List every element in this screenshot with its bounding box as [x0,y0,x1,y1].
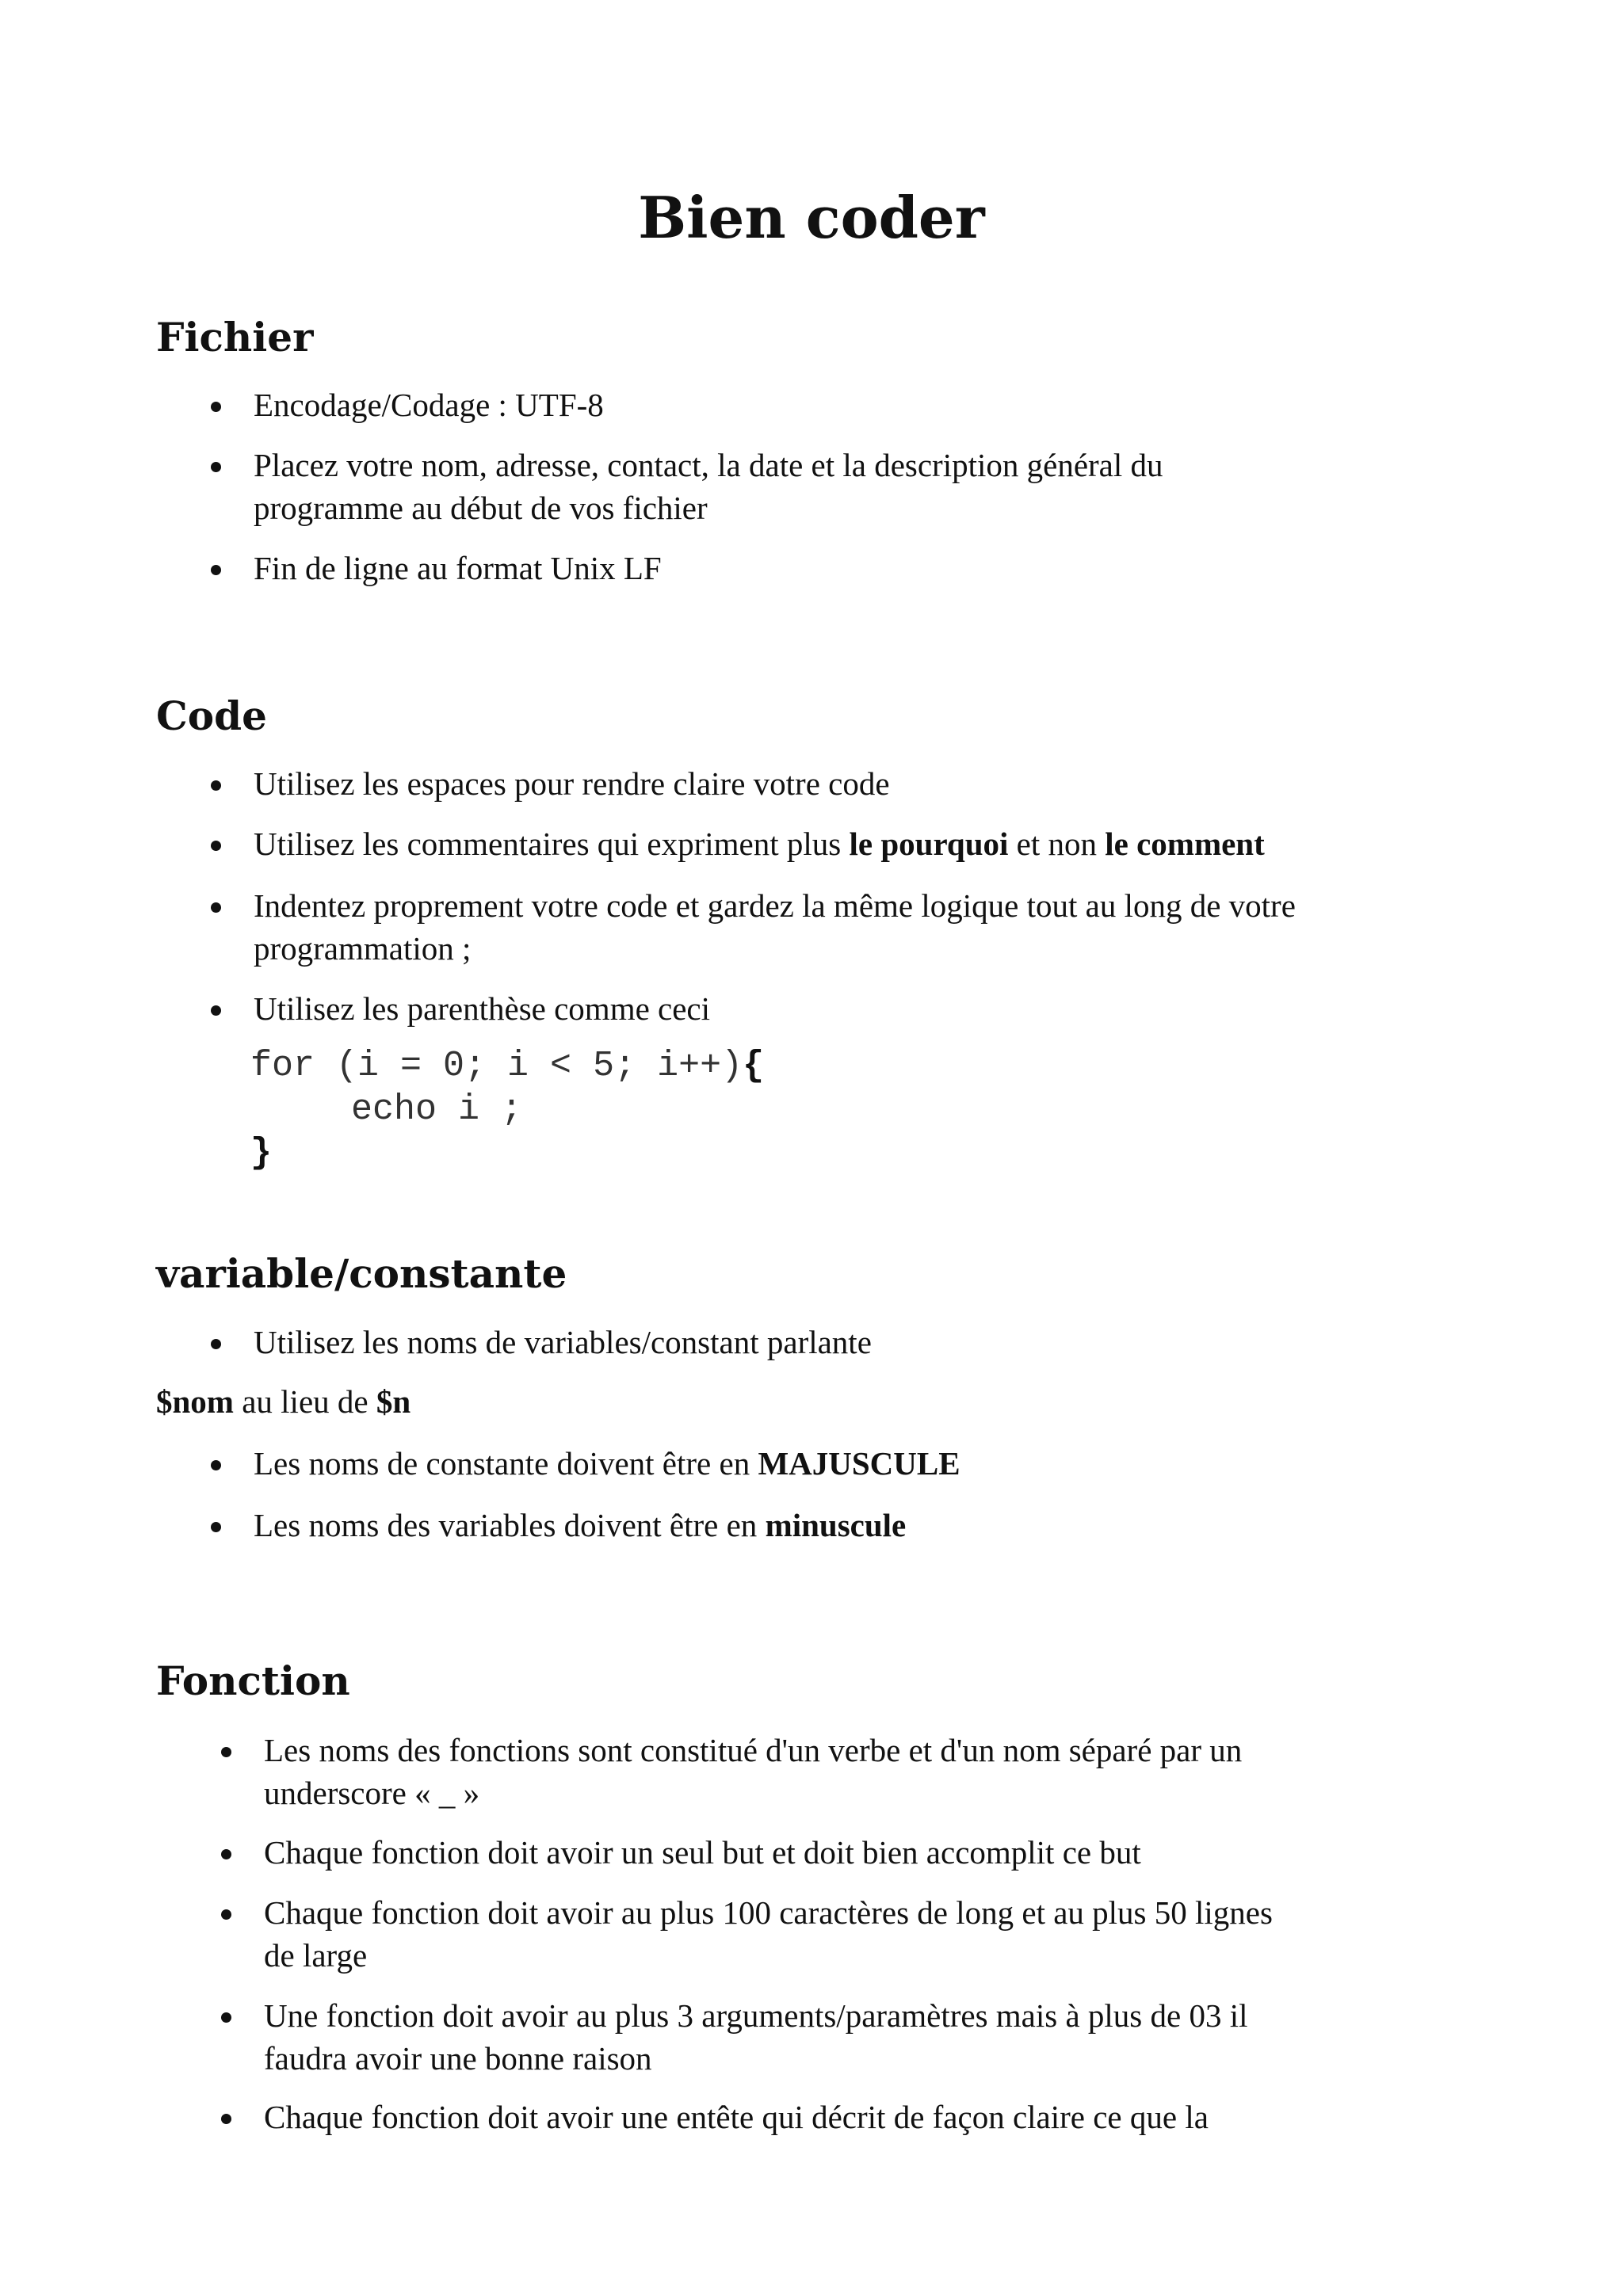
list-item: Chaque fonction doit avoir un seul but et doit bien accomplit ce but [264,1831,1611,1874]
bullet-icon [211,780,221,791]
list-item: Placez votre nom, adresse, contact, la date et la description général du programme au début de vos fichier [254,444,1601,529]
list-item: Encodage/Codage : UTF-8 [254,383,1601,426]
section-heading-variable: variable/constante [156,1250,567,1297]
list-item: Utilisez les espaces pour rendre claire votre code [254,762,1601,805]
list-item: Les noms des variables doivent être en minuscule [254,1504,1601,1547]
bullet-icon [211,1522,221,1532]
list-item: Les noms de constante doivent être en MAJUSCULE [254,1442,1601,1485]
page-title: Bien coder [638,184,985,251]
bullet-icon [211,565,221,575]
bullet-icon [211,1005,221,1016]
code-snippet-line-2: echo i ; [351,1089,523,1130]
bullet-icon [211,1339,221,1349]
list-item: Chaque fonction doit avoir au plus 100 caractères de long et au plus 50 lignes de large [264,1891,1611,1977]
list-item: Chaque fonction doit avoir une entête qui décrit de façon claire ce que la [264,2096,1611,2138]
list-item: Indentez proprement votre code et gardez la même logique tout au long de votre programmation ; [254,884,1601,970]
list-item: Utilisez les parenthèse comme ceci [254,987,1601,1030]
section-heading-fichier: Fichier [156,314,314,360]
variable-example: $nom au lieu de $n [156,1383,411,1420]
list-item: Utilisez les commentaires qui expriment plus le pourquoi et non le comment [254,822,1601,865]
code-snippet-line-3: } [250,1133,273,1173]
section-heading-fonction: Fonction [156,1657,350,1704]
bullet-icon [221,2012,231,2023]
list-item: Une fonction doit avoir au plus 3 arguments/paramètres mais à plus de 03 il faudra avoir une bonne raison [264,1994,1611,2080]
bullet-icon [211,462,221,472]
bullet-icon [221,2114,231,2124]
list-item: Utilisez les noms de variables/constant parlante [254,1321,1601,1363]
bullet-icon [211,402,221,412]
bullet-icon [221,1909,231,1920]
bullet-icon [221,1849,231,1859]
code-snippet-line-1: for (i = 0; i < 5; i++){ [250,1046,765,1086]
list-item: Fin de ligne au format Unix LF [254,547,1601,589]
list-item: Les noms des fonctions sont constitué d'un verbe et d'un nom séparé par un underscore « _ » [264,1729,1611,1814]
bullet-icon [211,902,221,913]
bullet-icon [211,1460,221,1470]
section-heading-code: Code [156,692,267,739]
bullet-icon [211,841,221,851]
bullet-icon [221,1747,231,1757]
